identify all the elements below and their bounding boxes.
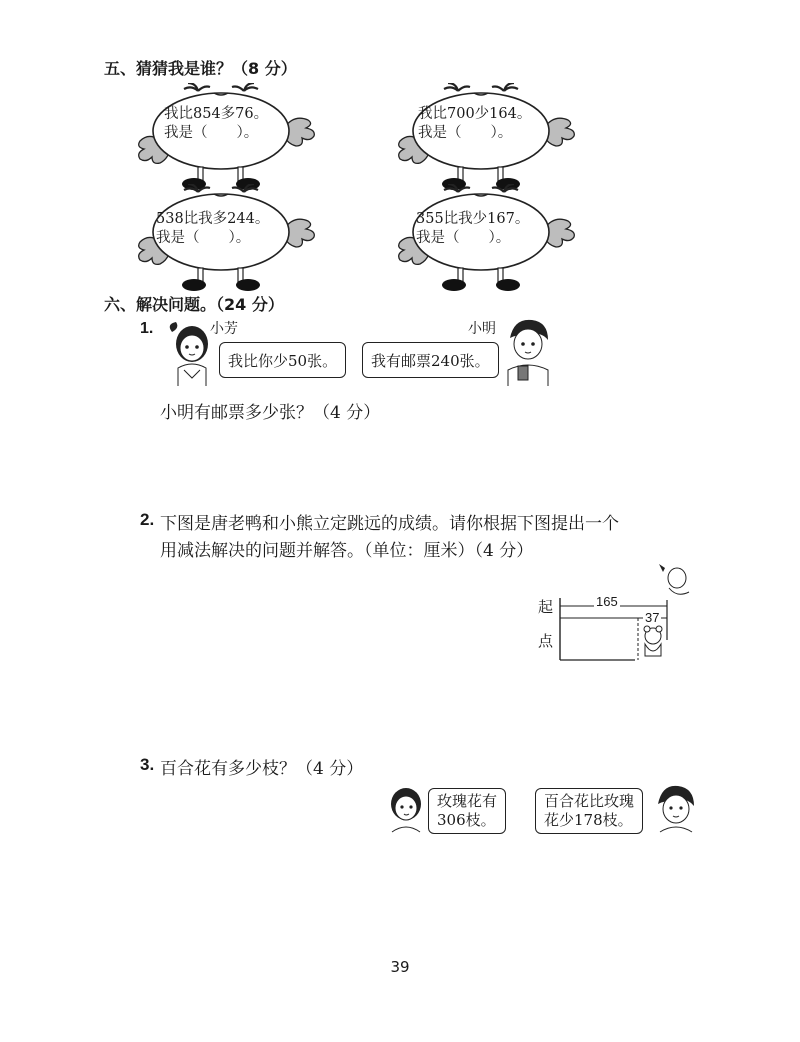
boy-speech-text: 我有邮票240张。 — [371, 351, 490, 370]
lily-speech-line1: 百合花比玫瑰 — [544, 792, 635, 810]
q2-number: 2. — [140, 510, 155, 529]
lily-speech-bubble — [535, 788, 643, 834]
riddle-4-line1: 355比我少167。 — [416, 211, 530, 227]
start-label-2: 点 — [538, 632, 554, 650]
riddle-3-line1: 538比我多244。 — [156, 211, 270, 227]
q2-line2: 用减法解决的问题并解答。（单位：厘米）（4 分） — [160, 541, 534, 561]
start-label-1: 起 — [538, 598, 554, 616]
duck-icon — [659, 564, 689, 594]
q3-question: 百合花有多少枝？（4 分） — [160, 759, 364, 779]
section6-title: 六、解决问题。（24 分） — [104, 295, 284, 314]
q1-question: 小明有邮票多少张？（4 分） — [160, 403, 381, 423]
value-diff: 37 — [645, 610, 660, 625]
riddle-character-3 — [136, 184, 316, 284]
rose-speech-line1: 玫瑰花有 — [437, 792, 498, 810]
girl-name-label: 小芳 — [210, 321, 238, 337]
riddle-1-line2: 我是（ ）。 — [164, 125, 259, 141]
boy-speech-bubble — [362, 342, 499, 378]
riddle-3-line2: 我是（ ）。 — [156, 230, 251, 246]
q1-number: 1. — [140, 320, 154, 337]
riddle-2-line2: 我是（ ）。 — [418, 125, 513, 141]
rose-speech-line2: 306枝。 — [437, 811, 496, 829]
girl-icon — [382, 784, 430, 834]
riddle-character-4 — [396, 184, 576, 284]
rose-speech-bubble — [428, 788, 506, 834]
riddle-1-line1: 我比854多76。 — [164, 106, 269, 122]
boy-icon — [652, 782, 698, 834]
boy-name-label: 小明 — [468, 321, 496, 337]
girl-speech-text: 我比你少50张。 — [228, 351, 338, 370]
section5-title: 五、猜猜我是谁？（8 分） — [104, 59, 297, 78]
q3-number: 3. — [140, 755, 155, 774]
girl-speech-bubble — [219, 342, 346, 378]
jump-diagram — [555, 560, 695, 664]
bear-icon — [644, 626, 662, 656]
riddle-2-line1: 我比700少164。 — [418, 106, 532, 122]
boy-icon — [500, 316, 552, 388]
riddle-character-2 — [396, 83, 576, 183]
q2-line1: 下图是唐老鸭和小熊立定跳远的成绩。请你根据下图提出一个 — [160, 514, 619, 534]
page-number: 39 — [390, 958, 410, 976]
lily-speech-line2: 花少178枝。 — [544, 811, 633, 829]
riddle-character-1 — [136, 83, 316, 183]
riddle-4-line2: 我是（ ）。 — [416, 230, 511, 246]
value-total: 165 — [596, 594, 618, 609]
